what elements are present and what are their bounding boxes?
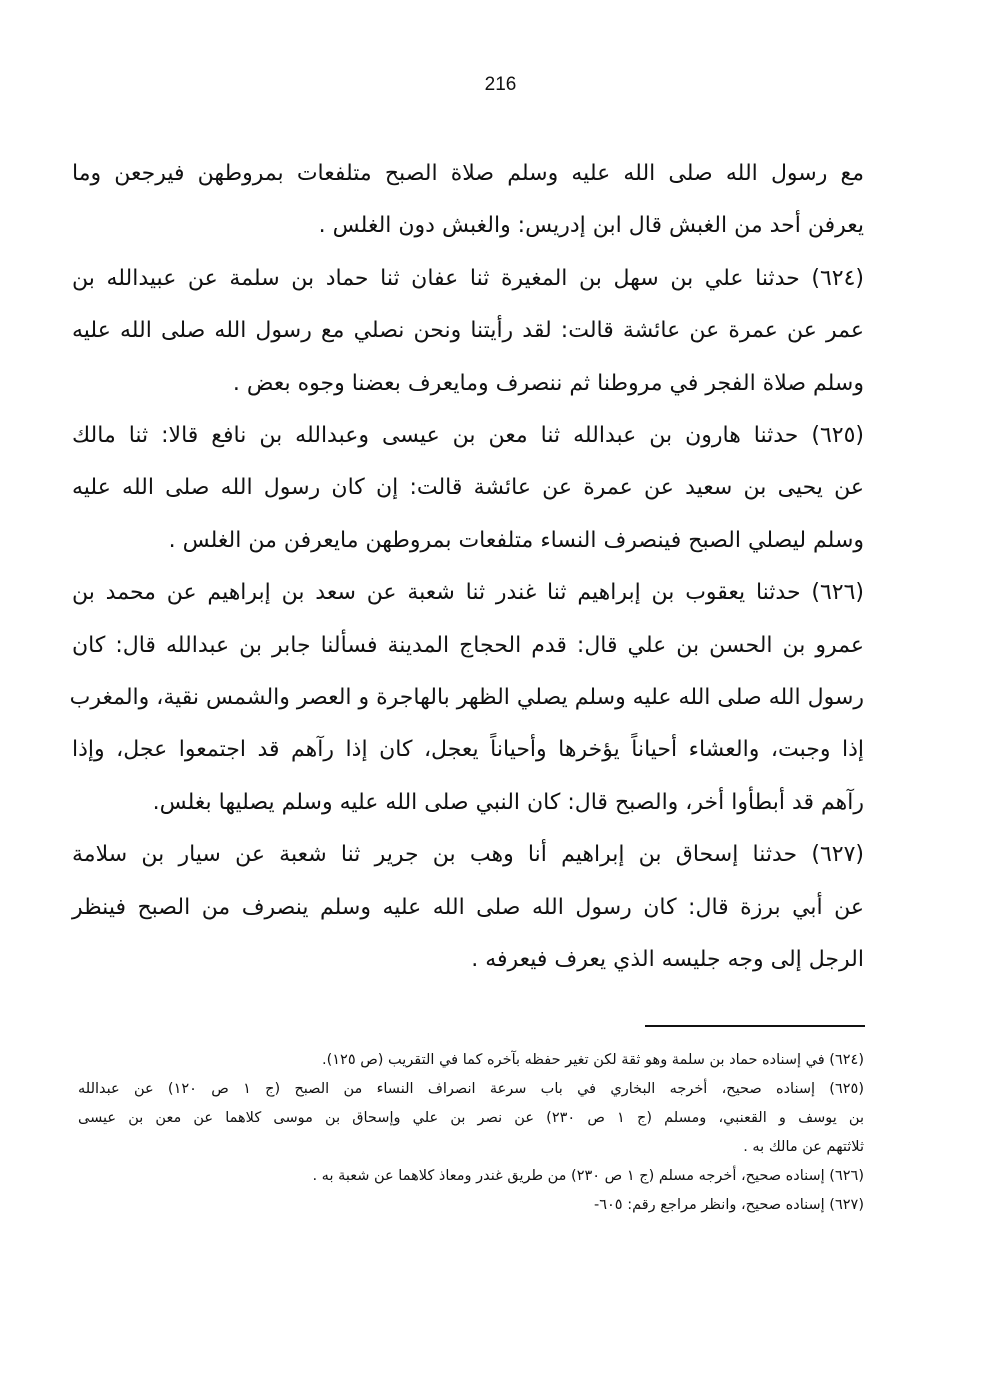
hadith-627-line: (٦٢٧) حدثنا إسحاق بن إبراهيم أنا وهب بن جرير ثنا شعبة عن سيار بن سلامة — [72, 842, 864, 868]
footnote-divider — [645, 1025, 865, 1027]
text-line: رآهم قد أبطأوا أخر، والصبح قال: كان النبي صلى الله عليه وسلم يصليها بغلس. — [152, 789, 864, 815]
page-number: 216 — [484, 74, 517, 95]
text-line: إذا وجبت، والعشاء أحياناً يؤخرها وأحياناً يعجل، كان إذا رآهم قد اجتمعوا عجل، وإذا — [72, 737, 864, 763]
text-line: عن أبي برزة قال: كان رسول الله صلى الله عليه وسلم ينصرف من الصبح فينظر — [72, 894, 864, 920]
footnote-627: (٦٢٧) إسناده صحيح، وانظر مراجع رقم: ٦٠٥- — [594, 1197, 864, 1213]
text-line: رسول الله صلى الله عليه وسلم يصلي الظهر بالهاجرة و العصر والشمس نقية، والمغرب — [69, 685, 864, 711]
footnotes — [78, 1046, 864, 1220]
footnote-624: (٦٢٤) في إسناده حماد بن سلمة وهو ثقة لكن تغير حفظه بآخره كما في التقريب (ص ١٢٥). — [321, 1052, 864, 1068]
footnote-625-cont: ثلاثتهم عن مالك به . — [743, 1139, 864, 1155]
text-line: يعرفن أحد من الغبش قال ابن إدريس: والغبش دون الغلس . — [318, 213, 864, 239]
text-line: عمرو بن الحسن بن علي قال: قدم الحجاج المدينة فسألنا جابر بن عبدالله قال: كان — [72, 632, 864, 658]
hadith-625-line: (٦٢٥) حدثنا هارون بن عبدالله ثنا معن بن عيسى وعبدالله بن نافع قالا: ثنا مالك — [72, 423, 864, 449]
footnote-625: (٦٢٥) إسناده صحيح، أخرجه البخاري في باب سرعة انصراف النساء من الصبح (ج ١ ص ١٢٠) عن عبدالله — [78, 1081, 865, 1097]
text-line: عمر عن عمرة عن عائشة قالت: لقد رأيتنا ونحن نصلي مع رسول الله صلى الله عليه — [72, 318, 864, 344]
text-line: وسلم ليصلي الصبح فينصرف النساء متلفعات بمروطهن مايعرفن من الغلس . — [168, 527, 864, 553]
text-line: عن يحيى بن سعيد عن عمرة عن عائشة قالت: إن كان رسول الله صلى الله عليه — [72, 475, 864, 501]
text-line: الرجل إلى وجه جليسه الذي يعرف فيعرفه . — [471, 947, 864, 973]
footnote-625-cont: بن يوسف و القعنبي، ومسلم (ج ١ ص ٢٣٠) عن نصر بن علي وإسحاق بن موسى كلاهما عن معن بن عيسى — [78, 1110, 864, 1126]
main-text — [69, 148, 864, 987]
hadith-626-line: (٦٢٦) حدثنا يعقوب بن إبراهيم ثنا غندر ثنا شعبة عن سعد بن إبراهيم عن محمد بن — [72, 580, 864, 606]
text-line: وسلم صلاة الفجر في مروطنا ثم ننصرف ومايعرف بعضنا وجوه بعض . — [232, 370, 864, 396]
hadith-624-line: (٦٢٤) حدثنا علي بن سهل بن المغيرة ثنا عفان ثنا حماد بن سلمة عن عبيدالله بن — [72, 265, 864, 291]
text-line: مع رسول الله صلى الله عليه وسلم صلاة الصبح متلفعات بمروطهن فيرجعن وما — [72, 161, 864, 186]
footnote-626: (٦٢٦) إسناده صحيح، أخرجه مسلم (ج ١ ص ٢٣٠) من طريق غندر ومعاذ كلاهما عن شعبة به . — [312, 1168, 864, 1184]
